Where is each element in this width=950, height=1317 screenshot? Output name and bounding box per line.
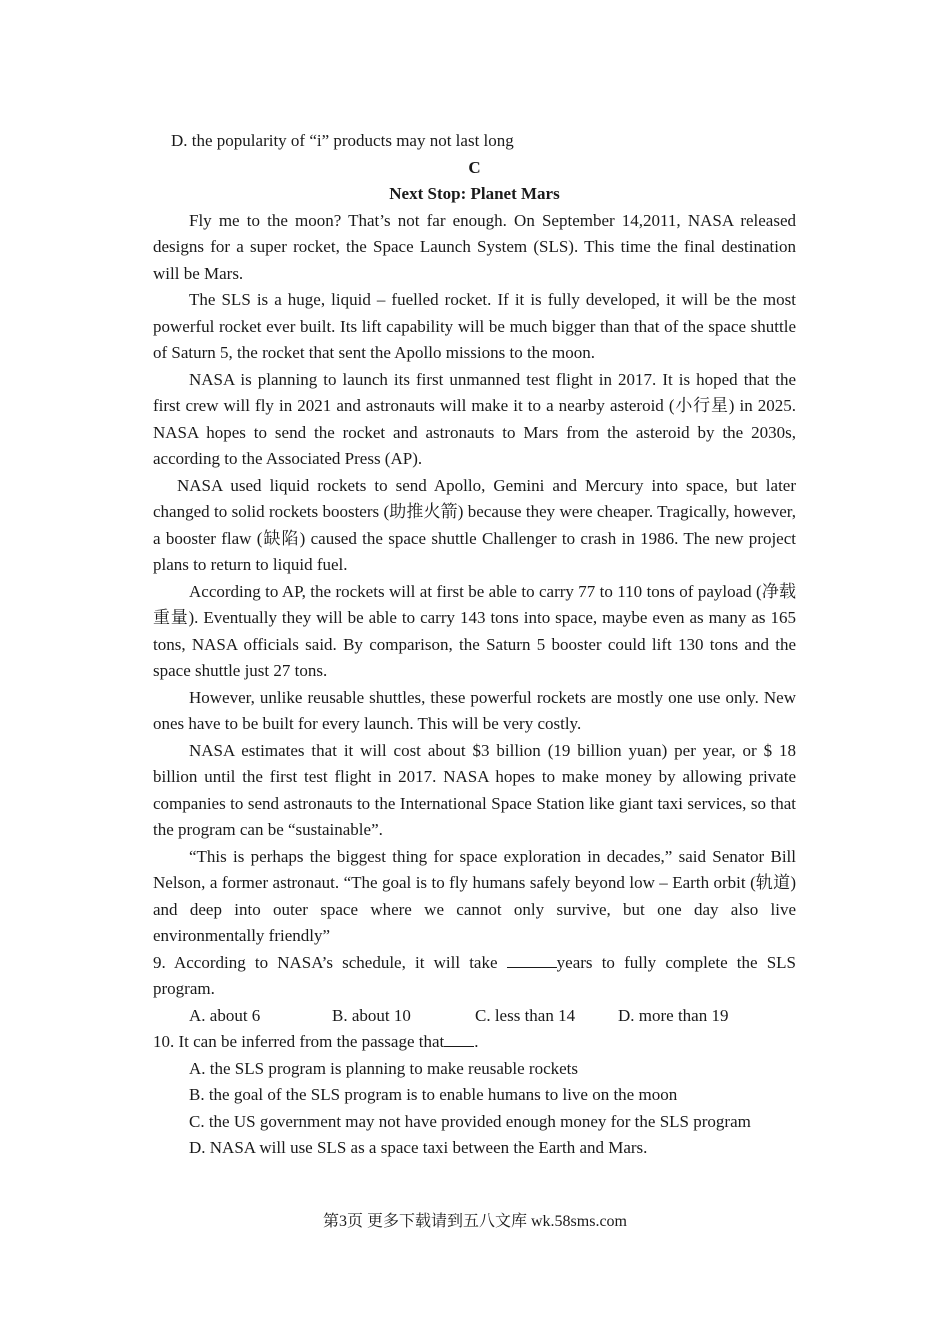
section-letter: C <box>468 157 481 177</box>
paragraph-4: NASA used liquid rockets to send Apollo, Gemini and Mercury into space, but later changed to solid rockets boosters (助推火箭) because they were cheaper. Tragically, however, a booster flaw (缺陷) caused the space shuttle Challenger to crash in 1986. The new project plans to return to liquid fuel. <box>153 475 796 574</box>
paragraph-6: However, unlike reusable shuttles, these powerful rockets are mostly one use only. New ones have to be built for every launch. This will be very costly. <box>153 687 796 733</box>
paragraph-8: “This is perhaps the biggest thing for space exploration in decades,” said Senator Bill Nelson, a former astronaut. “The goal is to fly humans safely beyond low – Earth orbit (轨道) and deep into outer space where we cannot only survive, but one day also live environmentally friendly” <box>153 846 796 945</box>
question-9-option-c: C. less than 14 <box>475 1005 576 1025</box>
paragraph-1: Fly me to the moon? That’s not far enough. On September 14,2011, NASA released designs for a super rocket, the Space Launch System (SLS). This time the final destination will be Mars. <box>153 210 796 283</box>
document-body <box>153 128 796 1162</box>
question-9-stem-start: 9. According to NASA’s schedule, it will take <box>153 952 507 972</box>
question-10-option-b: B. the goal of the SLS program is to enable humans to live on the moon <box>189 1085 678 1104</box>
passage-title: Next Stop: Planet Mars <box>389 184 560 203</box>
question-10-stem-text: 10. It can be inferred from the passage that <box>153 1032 445 1051</box>
paragraph-5: According to AP, the rockets will at first be able to carry 77 to 110 tons of payload (净载重量). Eventually they will be able to carry 143 tons into space, maybe even as many as 165 tons, NASA officials said. By comparison, the Saturn 5 booster could lift 130 tons and the space shuttle just 27 tons. <box>153 581 796 680</box>
question-9-stem <box>153 950 796 1003</box>
question-10-option-a: A. the SLS program is planning to make reusable rockets <box>189 1058 579 1078</box>
question-9-options <box>153 1003 796 1030</box>
question-9-stem-end: years to fully complete the SLS program. <box>153 952 796 998</box>
question-10-stem-end: . <box>474 1032 479 1051</box>
previous-question-option-d: D. the popularity of “i” products may not last long <box>171 131 514 150</box>
paragraph-7: NASA estimates that it will cost about $3 billion (19 billion yuan) per year, or $ 18 billion until the first test flight in 2017. NASA hopes to make money by allowing private companies to send astronauts to the International Space Station like giant taxi services, so that the program can be “sustainable”. <box>153 740 796 839</box>
question-9-blank <box>507 950 557 968</box>
question-9-option-b: B. about 10 <box>332 1005 411 1025</box>
question-10-option-d: D. NASA will use SLS as a space taxi between the Earth and Mars. <box>189 1138 648 1157</box>
question-9-option-a: A. about 6 <box>189 1005 261 1025</box>
question-10-option-c: C. the US government may not have provided enough money for the SLS program <box>189 1111 751 1131</box>
paragraph-3: NASA is planning to launch its first unmanned test flight in 2017. It is hoped that the first crew will fly in 2021 and astronauts will make it to a nearby asteroid (小行星) in 2025. NASA hopes to send the rocket and astronauts to Mars from the asteroid by the 2030s, according to the Associated Press (AP). <box>153 369 796 468</box>
question-10-blank <box>444 1029 474 1047</box>
question-9-option-d: D. more than 19 <box>618 1005 729 1025</box>
paragraph-2: The SLS is a huge, liquid – fuelled rocket. If it is fully developed, it will be the most powerful rocket ever built. Its lift capability will be much bigger than that of the space shuttle of Saturn 5, the rocket that sent the Apollo missions to the moon. <box>153 290 796 362</box>
question-10-stem <box>153 1029 796 1056</box>
page-footer: 第3页 更多下载请到五八文库 wk.58sms.com <box>322 1213 627 1230</box>
